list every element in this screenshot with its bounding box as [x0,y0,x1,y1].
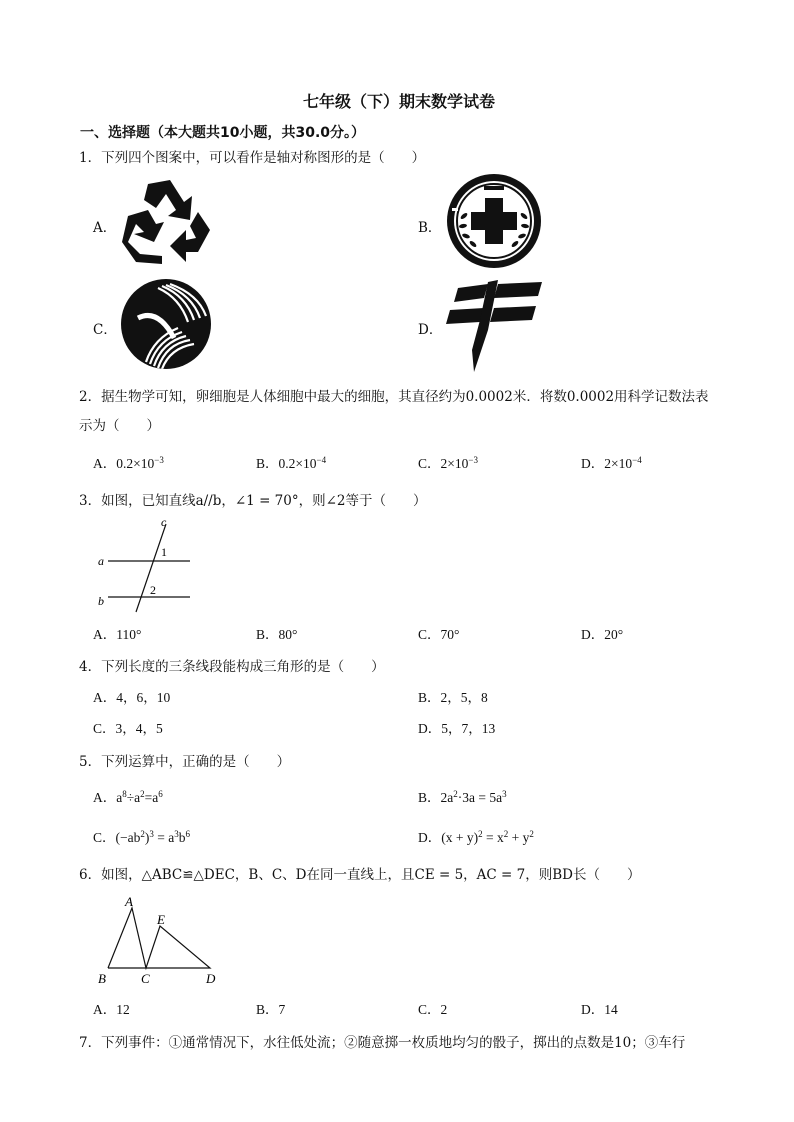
q1-option-b-label: B． [418,220,442,236]
question-7-stem: 7．下列事件：①通常情况下，水往低处流；②随意掷一枚质地均匀的骰子，掷出的点数是10；③车行 [79,1035,686,1051]
question-2-stem-line2: 示为（ ） [79,418,160,434]
q3-option-a: A．110° [93,627,142,642]
point-c-label: C [141,971,150,986]
cross-emblem-figure [444,172,544,270]
q2-option-d: D．$2\times 10^{-4}$ [581,455,642,471]
angle-1-label: 1 [161,545,167,559]
q4-option-d: D．5，7，13 [418,721,496,736]
congruent-triangles-figure [94,890,224,990]
q6-option-b: B．7 [256,1002,286,1017]
question-2-stem-line1: 2．据生物学可知，卵细胞是人体细胞中最大的细胞，其直径约为0.0002米．将数0.0002用科学记数法表 [79,389,709,405]
q6-option-c: C．2 [418,1002,448,1017]
section-heading: 一、选择题（本大题共10小题，共30.0分。） [80,125,366,141]
q1-option-a-label: A． [93,220,117,236]
point-e-label: E [157,912,165,927]
point-a-label: A [125,894,133,909]
point-b-label: B [98,971,106,986]
question-5-stem: 5．下列运算中，正确的是（ ） [79,754,291,770]
line-b-label: b [98,594,104,608]
q2-option-c: C．$2\times 10^{-3}$ [418,455,478,471]
q2-option-a: A．$0.2\times 10^{-3}$ [93,455,164,471]
q4-option-b: B．2，5，8 [418,690,488,705]
q1-option-d-label: D． [418,322,443,338]
q1-option-c-label: C． [93,322,117,338]
q5-option-c: C．$(-ab^2)^3 = a^3b^6$ [93,829,190,845]
abstract-logo-figure [444,280,544,374]
line-a-label: a [98,554,104,568]
parallel-lines-figure [94,514,194,614]
q6-option-d: D．14 [581,1002,618,1017]
page-title: 七年级（下）期末数学试卷 [303,92,496,111]
q5-option-d: D．$(x + y)^2 = x^2 + y^2$ [418,829,534,845]
recycle-symbol-figure [118,176,216,266]
q5-option-a: A．$a^8\div a^2=a^6$ [93,789,163,805]
question-3-stem: 3．如图，已知直线a//b，∠1 = 70°，则∠2等于（ ） [79,493,427,509]
q3-option-d: D．20° [581,627,624,642]
question-6-stem: 6．如图，△ABC≌△DEC，B、C、D在同一直线上，且CE = 5，AC = 7，则BD长（ ） [79,867,641,883]
striped-circle-logo-figure [118,278,214,370]
question-4-stem: 4．下列长度的三条线段能构成三角形的是（ ） [79,659,385,675]
q3-option-c: C．70° [418,627,460,642]
q2-option-b: B．$0.2\times 10^{-4}$ [256,455,327,471]
q5-option-b: B．$2a^2\cdot 3a = 5a^3$ [418,789,507,805]
angle-2-label: 2 [150,583,156,597]
question-1-stem: 1．下列四个图案中，可以看作是轴对称图形的是（ ） [79,150,426,166]
q4-option-a: A．4，6，10 [93,690,171,705]
q6-option-a: A．12 [93,1002,130,1017]
q3-option-b: B．80° [256,627,298,642]
q4-option-c: C．3，4，5 [93,721,163,736]
point-d-label: D [206,971,216,986]
line-c-label: c [161,515,167,529]
